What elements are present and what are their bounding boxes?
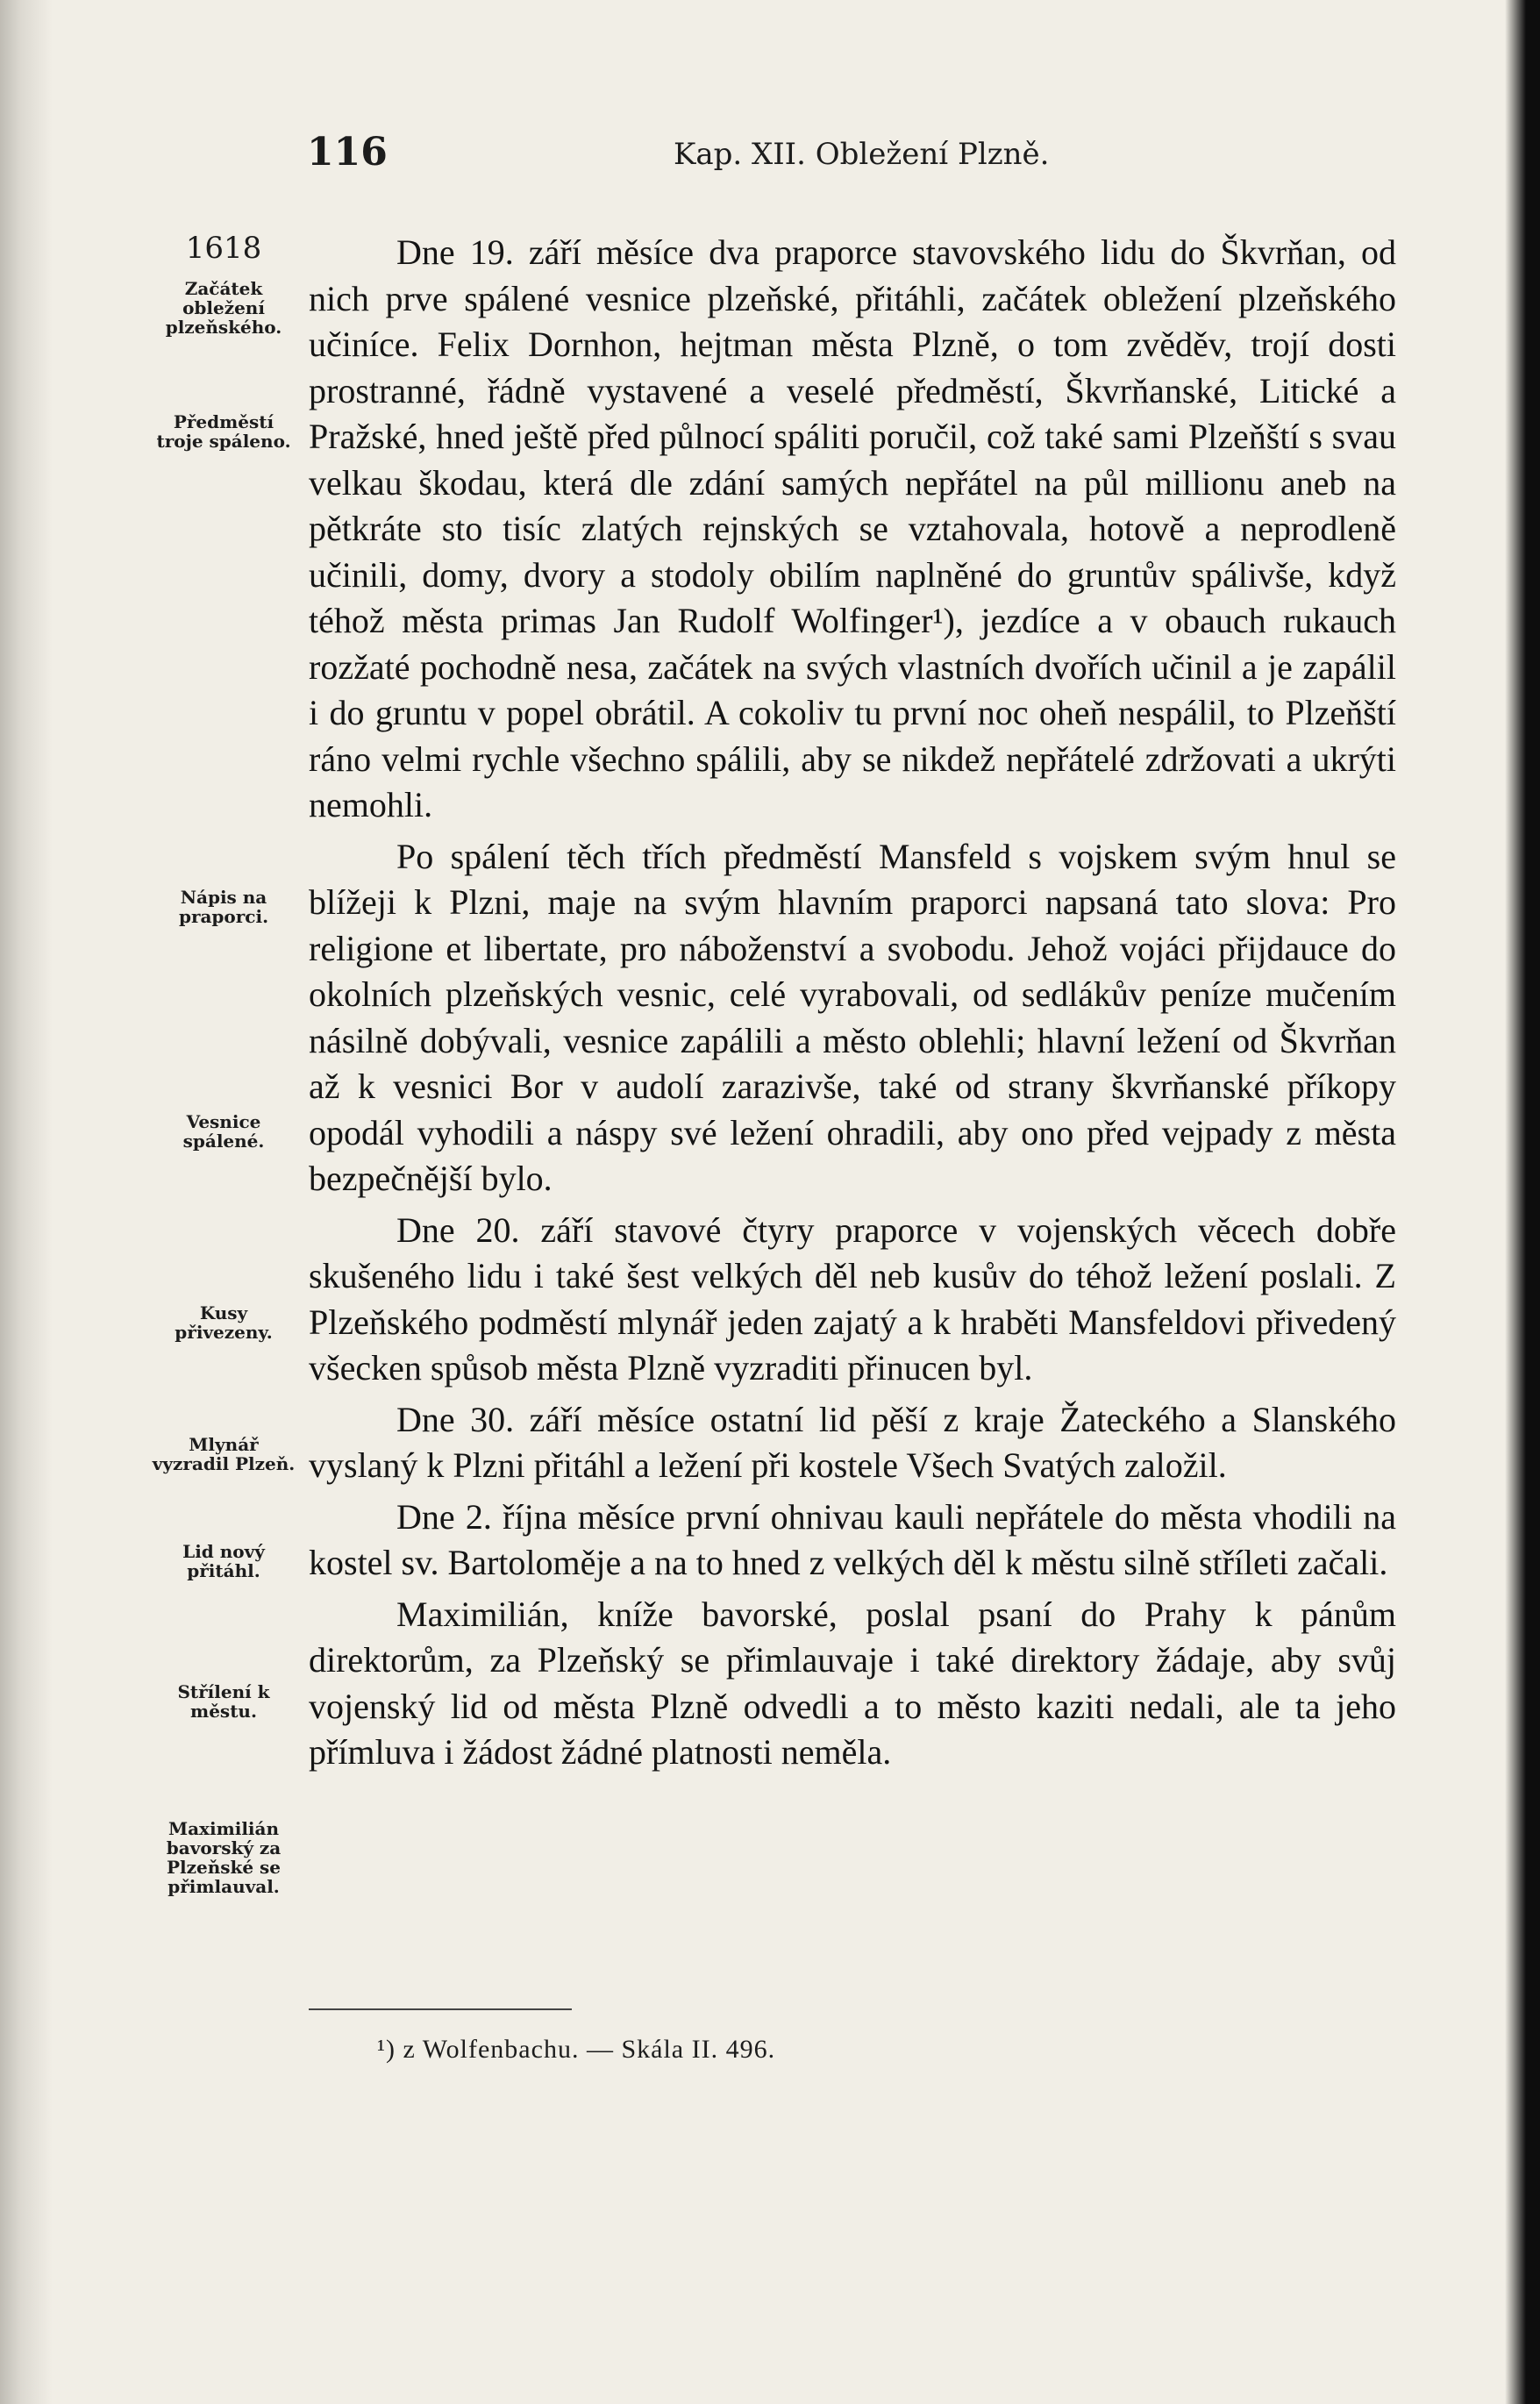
paragraph-5: Dne 2. října měsíce první ohnivau kauli nepřátele do města vhodili na kostel sv. Bartoloměje a na to hned z velkých děl k městu silně stříleti začali. [309, 1496, 1396, 1582]
paragraph-3: Dne 20. září stavové čtyry praporce v vojenských věcech dobře skušeného lidu i také šest velkých děl neb kusův do téhož ležení poslali. Z Plzeňského podměstí mlynář jeden zajatý a k hraběti Mansfeldovi přivedený všecken spůsob města Plzně vyzraditi přinucen byl. [309, 1209, 1396, 1387]
sidenote-new-troops: Lid nový přitáhl. [182, 1541, 265, 1581]
footnote-divider [309, 2008, 572, 2010]
running-head: Kap. XII. Obležení Plzně. [674, 137, 1050, 172]
sidenote-cannons-brought: Kusy přivezeny. [175, 1302, 273, 1343]
sidenote-banner-inscription: Nápis na praporci. [178, 887, 269, 927]
sidenote-suburbs-burned: Předměstí troje spáleno. [156, 411, 291, 452]
paragraph-4: Dne 30. září měsíce ostatní lid pěší z kraje Žateckého a Slanského vyslaný k Plzni přitáhl a ležení při kostele Všech Svatých založil. [309, 1399, 1396, 1485]
sidenote-villages-burned: Vesnice spálené. [182, 1111, 265, 1152]
paragraph-1: Dne 19. září měsíce dva praporce stavovského lidu do Škvrňan, od nich prve spálené vesnice plzeňské, přitáhli, začátek obležení plzeňského učiníce. Felix Dornhon, hejtman města Plzně, o tom zvěděv, trojí dosti prostranné, řádně vystavené a veselé předměstí, Škvrňanské, Litické a Pražské, hned ještě před půlnocí spáliti poručil, což také sami Plzeňští s svau velkau škodau, která dle zdání samých nepřátel na půl millionu aneb na pětkráte sto tisíc zlatých rejnských se vztahovala, hotově a neprodleně učinili, domy, dvory a stodoly obilím naplněné do gruntův spálivše, když téhož města primas Jan Rudolf Wolfinger¹), jezdíce a v obauch rukauch rozžaté pochodně nesa, začátek na svých vlastních dvořích učinil a je zapálil i do gruntu v popel obrátil. A cokoliv tu první noc oheň nespálil, to Plzeňští ráno velmi rychle všechno spálili, aby se nikdež nepřátelé zdržovati a ukrýti nemohli. [309, 232, 1396, 824]
sidenote-siege-start: Začátek obležení plzeňského. [165, 278, 282, 338]
scan-border-right [1505, 0, 1540, 2404]
margin-year: 1618 [185, 231, 262, 266]
sidenote-miller-betrayal: Mlynář vyzradil Plzeň. [152, 1434, 296, 1474]
paragraph-6: Maximilián, kníže bavorské, poslal psaní do Prahy k pánům direktorům, za Plzeňský se přimlauvaje i také direktory žádaje, aby svůj vojenský lid od města Plzně odvedli a to město kaziti nedali, ale ta jeho přímluva i žádost žádné platnosti neměla. [309, 1594, 1396, 1772]
page-number: 116 [307, 130, 388, 175]
body-text [309, 230, 1396, 1781]
footnote: ¹) z Wolfenbachu. — Skála II. 496. [377, 2035, 776, 2064]
paragraph-2: Po spálení těch třích předměstí Mansfeld s vojskem svým hnul se blížeji k Plzni, maje na svým hlavním praporci napsaná tato slova: Pro religione et libertate, pro náboženství a svobodu. Jehož vojáci přijdauce do okolních plzeňských vesnic, celé vyrabovali, od sedlákův peníze mučením násilně dobývali, vesnice zapálili a město oblehli; hlavní ležení od Škvrňan až k vesnici Bor v audolí zarazivše, také od strany škvrňanské příkopy opodál vyhodili a náspy své ležení ohradili, aby ono před vejpady z města bezpečnější bylo. [309, 836, 1396, 1198]
sidenote-shelling: Střílení k městu. [177, 1681, 270, 1722]
sidenote-maximilian-plea: Maximilián bavorský za Plzeňské se přimlauval. [166, 1818, 282, 1897]
page-edge-left [0, 0, 53, 2404]
page-header [307, 130, 1447, 182]
